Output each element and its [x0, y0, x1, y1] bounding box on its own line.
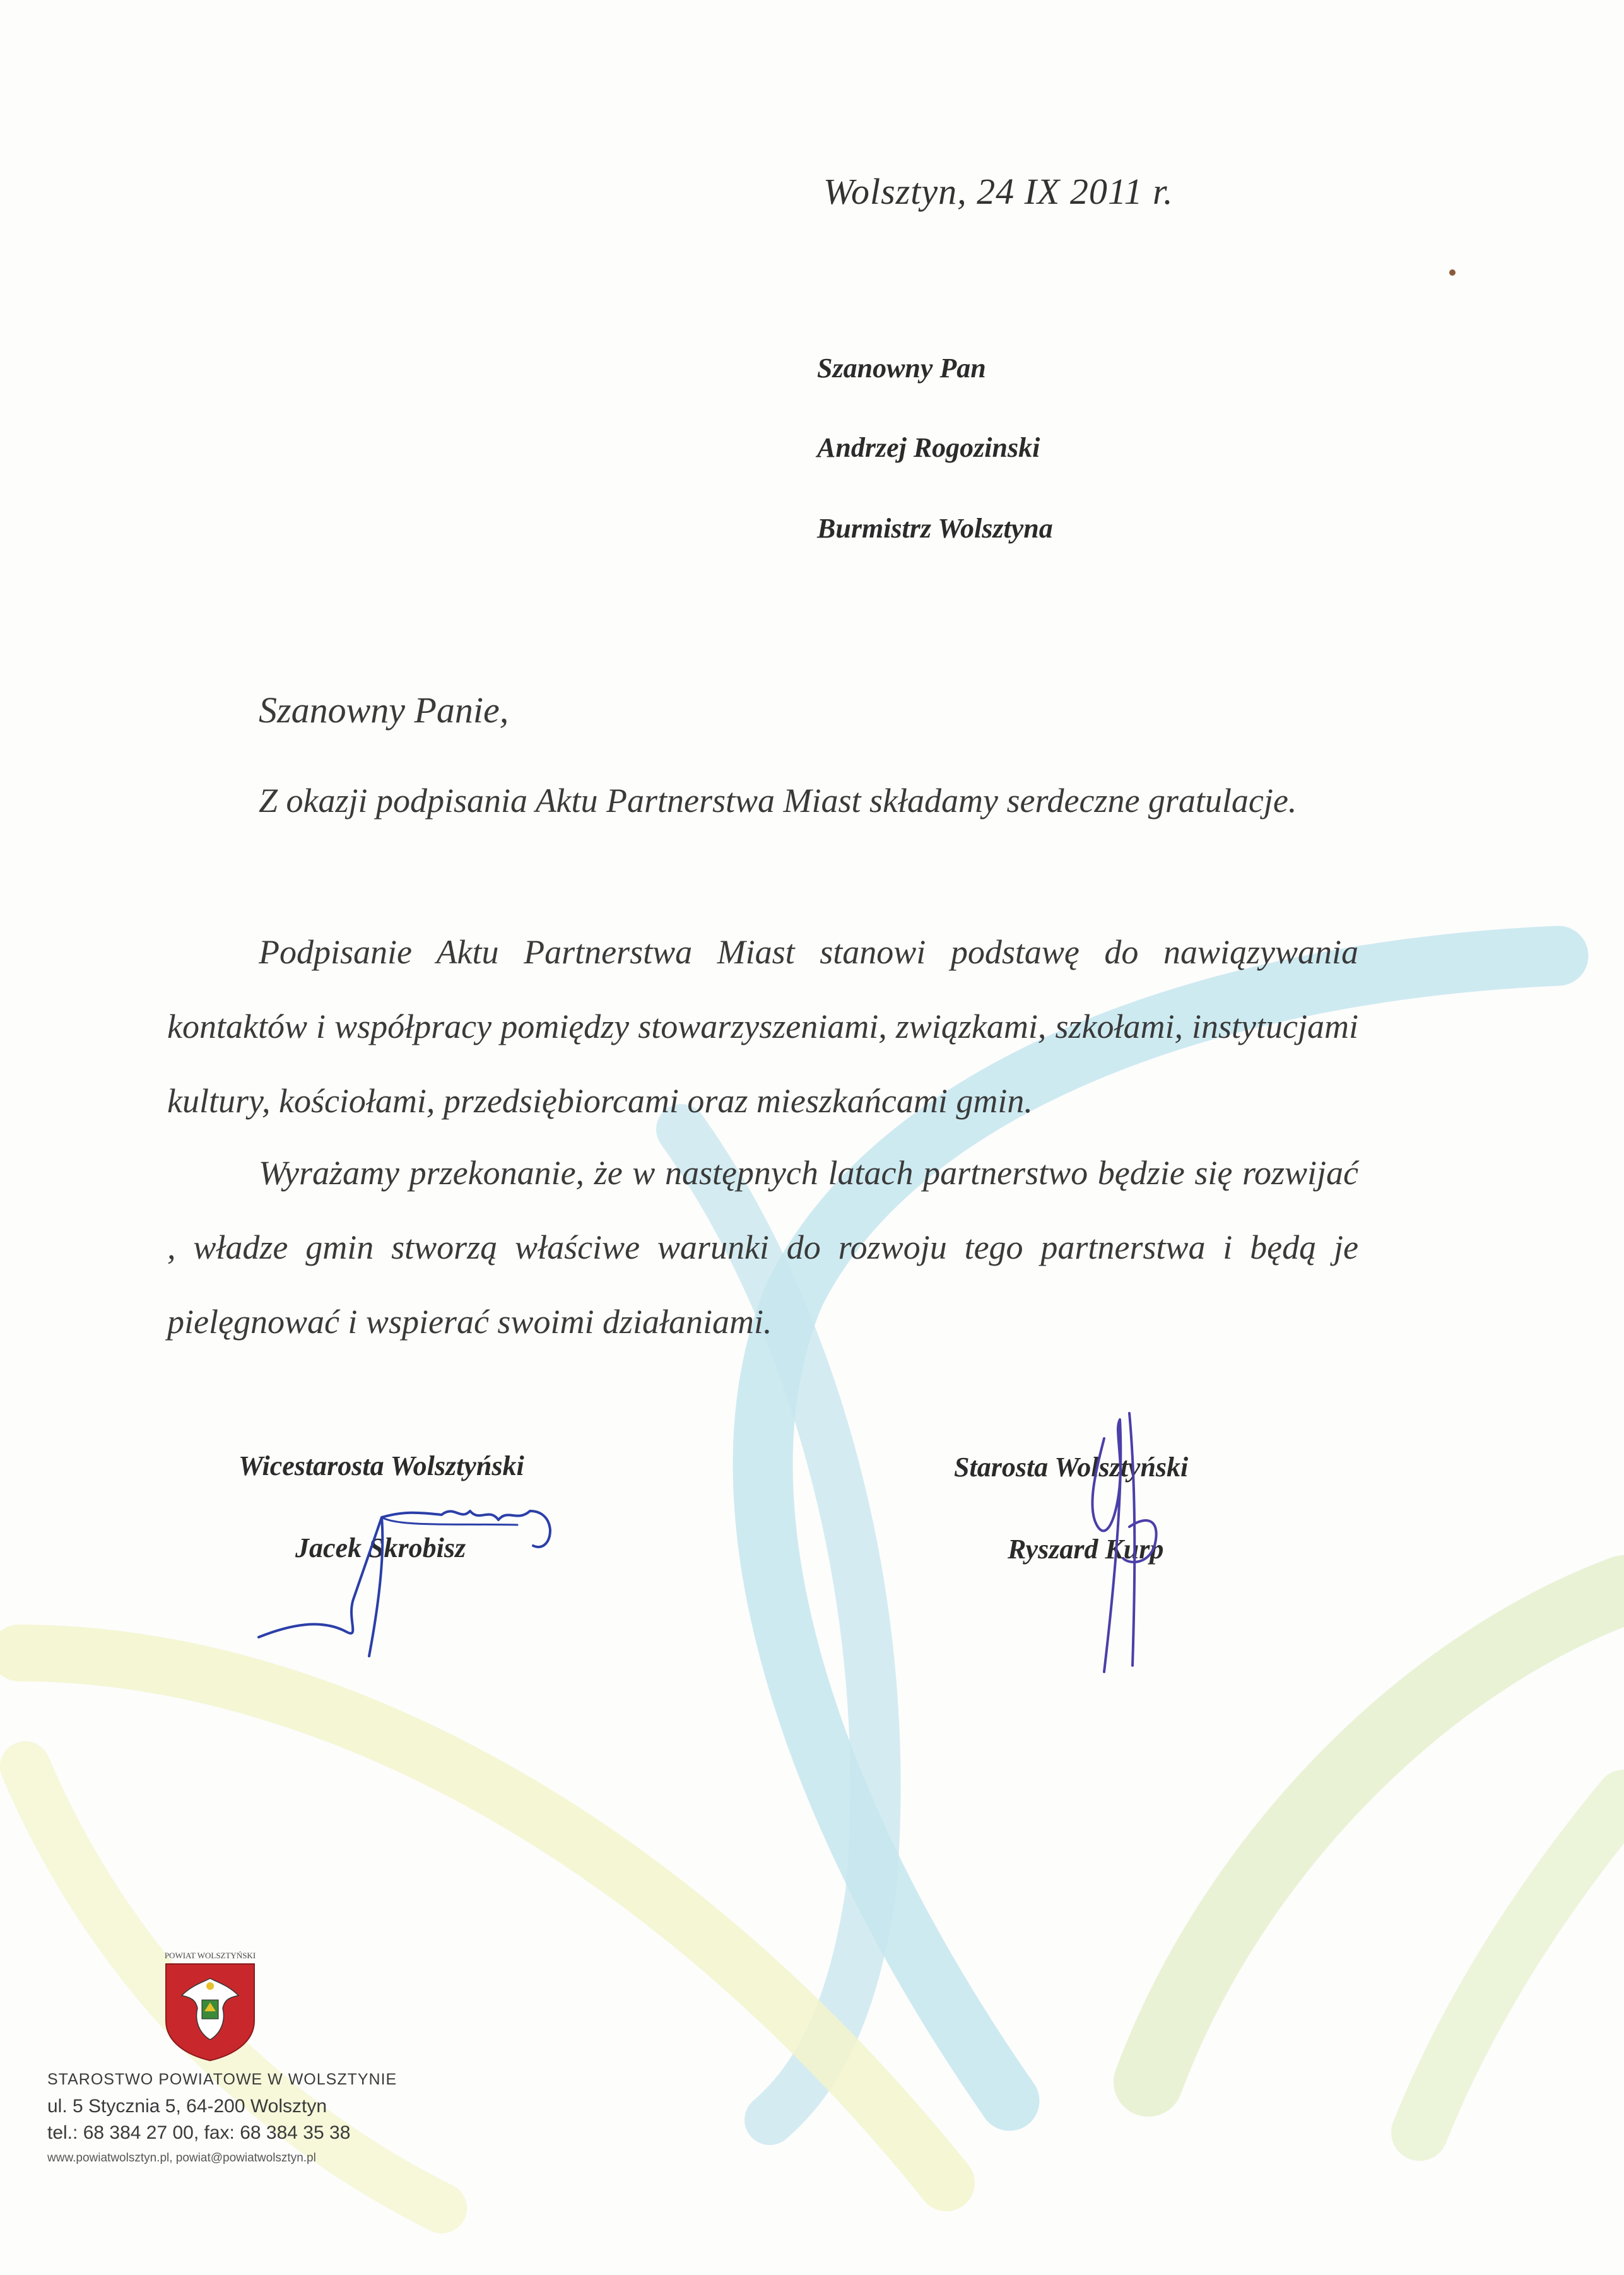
right-handwritten-signature: [1060, 1401, 1186, 1684]
date-line: Wolsztyn, 24 IX 2011 r.: [823, 171, 1174, 212]
recipient-greeting: Szanowny Pan: [817, 353, 986, 384]
coat-of-arms-emblem: [163, 1961, 257, 2062]
left-signatory-title: Wicestarosta Wolsztyński: [238, 1450, 524, 1481]
green-swirl: [1148, 1590, 1624, 2082]
left-signatory-name: Jacek Skrobisz: [295, 1532, 466, 1563]
emblem-caption: POWIAT WOLSZTYŃSKI: [164, 1951, 256, 1960]
office-name: STAROSTWO POWIATOWE W WOLSZTYNIE: [47, 2071, 397, 2088]
paragraph-conviction: Wyrażamy przekonanie, że w następnych latach partnerstwo będzie się rozwijać , władze gmin stworzą właściwe warunki do rozwoju tego partnerstwa i będą je pielęgnować i wspierać swoimi działaniami.: [167, 1154, 1358, 1341]
right-signatory-title: Starosta Wolsztyński: [954, 1452, 1189, 1483]
salutation: Szanowny Panie,: [259, 690, 509, 731]
office-address: ul. 5 Stycznia 5, 64-200 Wolsztyn: [47, 2096, 327, 2117]
recipient-position: Burmistrz Wolsztyna: [817, 513, 1053, 544]
office-phone-fax: tel.: 68 384 27 00, fax: 68 384 35 38: [47, 2122, 351, 2143]
recipient-name: Andrzej Rogozinski: [817, 432, 1040, 463]
paragraph-congratulations: Z okazji podpisania Aktu Partnerstwa Miast składamy serdeczne gratulacje.: [259, 782, 1297, 820]
ink-speck: [1449, 269, 1456, 276]
right-signatory-name: Ryszard Kurp: [1008, 1534, 1164, 1565]
green-swirl-right: [1420, 1798, 1624, 2132]
office-web-email: www.powiatwolsztyn.pl, powiat@powiatwolsztyn.pl: [47, 2151, 316, 2165]
left-handwritten-signature: [252, 1467, 580, 1675]
paragraph-partnership-basis: Podpisanie Aktu Partnerstwa Miast stanowi podstawę do nawiązywania kontaktów i współpracy pomiędzy stowarzyszeniami, związkami, szkołami, instytucjami kultury, kościołami, przedsiębiorcami oraz mieszkańcami gmin.: [167, 933, 1358, 1120]
